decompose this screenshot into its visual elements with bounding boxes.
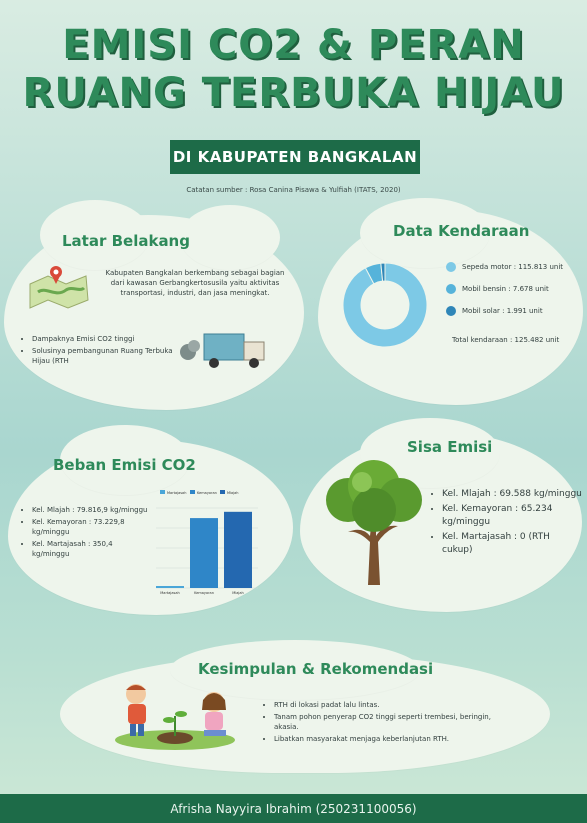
legend-label: Mobil bensin : 7.678 unit [462, 285, 549, 293]
bar-martajasah [156, 586, 184, 588]
legend-item-bensin [446, 284, 581, 306]
latar-bullets [20, 334, 182, 368]
legend-swatch [220, 490, 225, 494]
title-line-2: RUANG TERBUKA HIJAU [22, 70, 565, 116]
beban-title: Beban Emisi CO2 [53, 456, 196, 474]
latar-bullet: • Solusinya pembangunan Ruang Terbuka Hijau (RTH [32, 346, 182, 366]
legend-dot-bensin [446, 284, 456, 294]
sisa-bullet: • Kel. Mlajah : 69.588 kg/minggu [442, 488, 582, 501]
legend-label: Mlajah [227, 491, 239, 495]
legend-label: Kemayoran [197, 491, 217, 495]
truck-icon [178, 330, 270, 370]
sisa-bullet: • Kel. Kemayoran : 65.234 kg/minggu [442, 503, 582, 529]
legend-item-motor [446, 262, 581, 284]
tree-icon [318, 460, 428, 585]
legend-swatch [190, 490, 195, 494]
sisa-title: Sisa Emisi [407, 438, 493, 456]
footer-author: Afrisha Nayyira Ibrahim (250231100056) [0, 794, 587, 823]
bar-kemayoran [190, 518, 218, 588]
bar-tick-label: Kemayoran [194, 591, 214, 595]
beban-bullet: • Kel. Kemayoran : 73.229,8 kg/minggu [32, 517, 150, 537]
kendaraan-total: Total kendaraan : 125.482 unit [452, 336, 560, 344]
source-note: Catatan sumber : Rosa Canina Pisawa & Yulfiah (ITATS, 2020) [186, 186, 401, 194]
sisa-bullets [430, 488, 582, 559]
kesimpulan-bullet: • Libatkan masyarakat menjaga keberlanjutan RTH. [274, 734, 514, 744]
kesimpulan-bullet: • Tanam pohon penyerap CO2 tinggi seperti trembesi, beringin, akasia. [274, 712, 514, 732]
legend-swatch [160, 490, 165, 494]
legend-label: Martajasah [167, 491, 187, 495]
latar-title: Latar Belakang [62, 232, 190, 250]
title-line-1: EMISI CO2 & PERAN [62, 22, 525, 68]
vehicle-donut-chart [340, 250, 430, 360]
kesimpulan-title: Kesimpulan & Rekomendasi [198, 660, 434, 678]
kesimpulan-bullet: • RTH di lokasi padat lalu lintas. [274, 700, 514, 710]
legend-label: Sepeda motor : 115.813 unit [462, 263, 564, 271]
legend-dot-solar [446, 306, 456, 316]
beban-bullets [20, 505, 150, 561]
latar-bullet: • Dampaknya Emisi CO2 tinggi [32, 334, 182, 344]
legend-item-solar [446, 306, 581, 328]
beban-bullet: • Kel. Martajasah : 350,4 kg/minggu [32, 539, 150, 559]
emisi-bar-chart [150, 488, 258, 598]
bar-mlajah [224, 512, 252, 588]
kendaraan-title: Data Kendaraan [393, 222, 530, 240]
children-planting-icon [110, 680, 240, 750]
legend-label: Mobil solar : 1.991 unit [462, 307, 543, 315]
beban-bullet: • Kel. Mlajah : 79.816,9 kg/minggu [32, 505, 150, 515]
sisa-bullet: • Kel. Martajasah : 0 (RTH cukup) [442, 531, 582, 557]
bar-tick-label: Mlajah [232, 591, 244, 595]
bar-tick-label: Martajasah [160, 591, 180, 595]
latar-cloud-bump [180, 205, 280, 270]
kendaraan-legend [446, 262, 581, 328]
subtitle-banner: DI KABUPATEN BANGKALAN [170, 140, 420, 174]
map-pin-icon [26, 262, 92, 310]
latar-paragraph: Kabupaten Bangkalan berkembang sebagai bagian dari kawasan Gerbangkertosusila yaitu aktivitas transportasi, industri, dan jasa meningkat. [105, 269, 285, 297]
legend-dot-motor [446, 262, 456, 272]
kesimpulan-bullets [262, 700, 514, 746]
